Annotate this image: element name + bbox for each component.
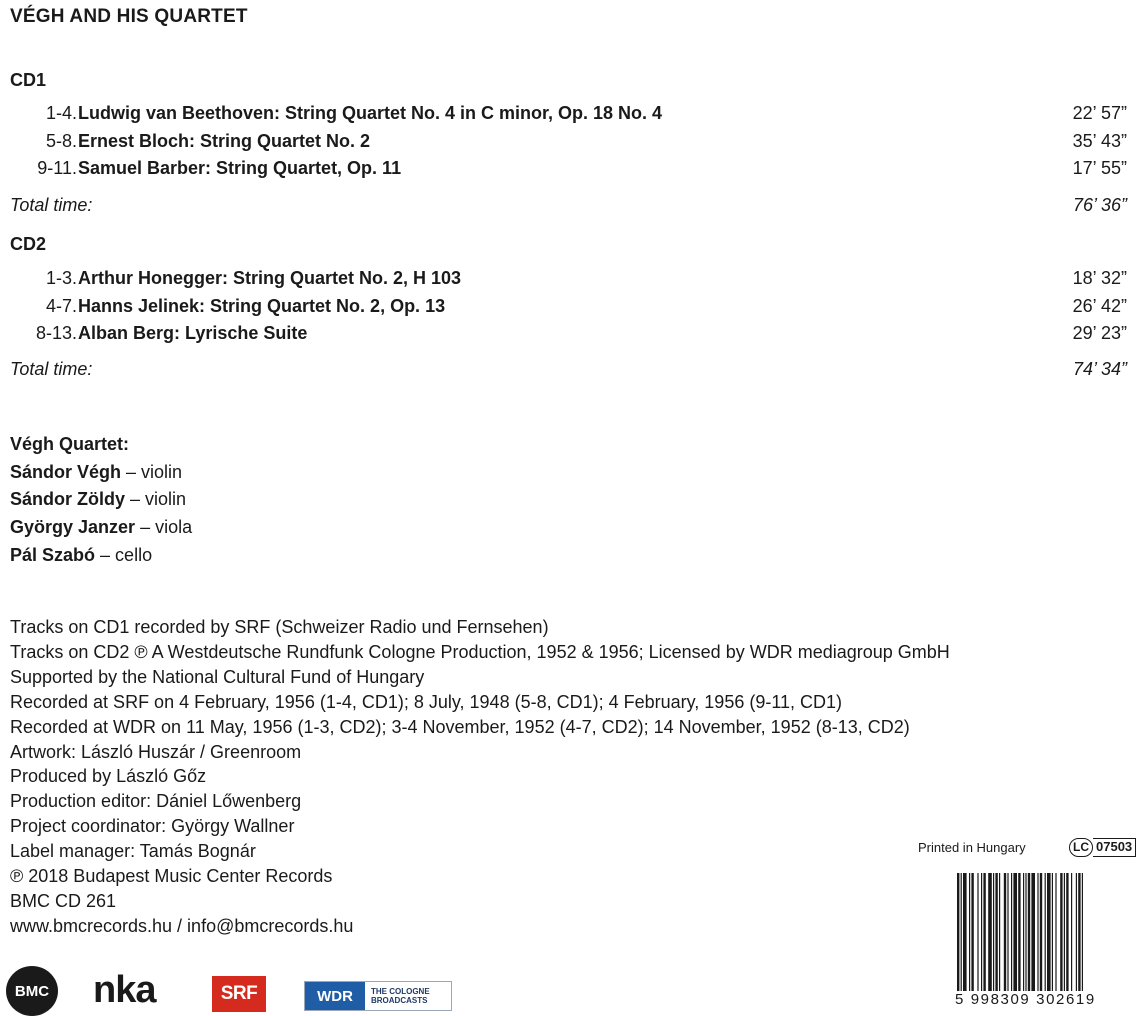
track-row (0, 103, 1139, 127)
track-row (0, 296, 1139, 320)
credit-line: Project coordinator: György Wallner (10, 816, 295, 837)
performer-role: – cello (100, 544, 153, 565)
track-work: Ernest Bloch: String Quartet No. 2 (78, 131, 371, 151)
credit-line: Tracks on CD2 ℗ A Westdeutsche Rundfunk Cologne Production, 1952 & 1956; Licensed by WDR mediagroup GmbH (10, 641, 950, 662)
track-duration: 18’ 32” (1072, 268, 1127, 288)
performer-name: Pál Szabó (10, 544, 96, 565)
wdr-tagline-line: BROADCASTS (371, 996, 428, 1005)
wdr-mark: WDR (305, 982, 365, 1010)
barcode-bar (971, 873, 973, 991)
credit-line: Supported by the National Cultural Fund of Hungary (10, 666, 425, 687)
printed-in-label: Printed in Hungary (918, 840, 1026, 855)
barcode-bar (1011, 873, 1012, 991)
barcode-bar (983, 873, 985, 991)
barcode-bar (981, 873, 982, 991)
ensemble-name: Végh Quartet: (10, 434, 130, 454)
barcode-bar (1040, 873, 1042, 991)
performer-role: – viola (140, 517, 193, 538)
cd1-total-row (0, 195, 1139, 219)
track-work: Samuel Barber: String Quartet, Op. 11 (78, 158, 402, 178)
credit-line: Produced by László Gőz (10, 766, 207, 787)
nka-logo: nka (93, 969, 156, 1011)
performers-list (10, 431, 192, 570)
barcode-bar (1045, 873, 1046, 991)
barcode-bar (969, 873, 970, 991)
performer-line (10, 486, 192, 514)
srf-logo: SRF (212, 976, 266, 1012)
credit-line: Production editor: Dániel Lőwenberg (10, 791, 302, 812)
performer-line (10, 459, 192, 487)
wdr-tagline (365, 987, 430, 1005)
barcode-image (955, 873, 1133, 991)
barcode-bar (961, 873, 962, 991)
bmc-logo: BMC (6, 966, 58, 1016)
performer-line (10, 514, 192, 542)
track-work: Ludwig van Beethoven: String Quartet No. 4 in C minor, Op. 18 No. 4 (78, 103, 663, 123)
barcode-bar (1082, 873, 1083, 991)
total-label: Total time: (10, 359, 93, 379)
performer-name: Sándor Végh (10, 461, 122, 482)
barcode-bar (1076, 873, 1077, 991)
track-duration: 17’ 55” (1072, 158, 1127, 178)
cd2-total-row (0, 359, 1139, 383)
total-value: 74’ 34” (1072, 359, 1127, 379)
performer-role: – violin (130, 489, 187, 510)
credit-line: ℗ 2018 Budapest Music Center Records (10, 866, 333, 887)
track-number: 4-7. (45, 296, 77, 316)
track-row (0, 131, 1139, 155)
total-label: Total time: (10, 195, 93, 215)
credit-line: BMC CD 261 (10, 890, 117, 911)
barcode-bar (1052, 873, 1053, 991)
barcode-bar (1031, 873, 1035, 991)
performer-line (10, 542, 192, 570)
barcode-bar (1018, 873, 1020, 991)
barcode-bar (1007, 873, 1008, 991)
barcode-bar (1047, 873, 1051, 991)
performer-name: Sándor Zöldy (10, 489, 126, 510)
barcode-bar (995, 873, 997, 991)
track-row (0, 268, 1139, 292)
performer-name: György Janzer (10, 517, 136, 538)
track-duration: 22’ 57” (1072, 103, 1127, 123)
credit-line: Recorded at WDR on 11 May, 1956 (1-3, CD2); 3-4 November, 1952 (4-7, CD2); 14 November, 1952 (8-13, CD2) (10, 716, 910, 737)
barcode-bar (1060, 873, 1062, 991)
barcode-bar (1004, 873, 1006, 991)
label-code-number: 07503 (1093, 838, 1136, 857)
credit-line: www.bmcrecords.hu / info@bmcrecords.hu (10, 915, 354, 936)
barcode-bar (1028, 873, 1030, 991)
credit-line: Label manager: Tamás Bognár (10, 841, 256, 862)
barcode-bar (1055, 873, 1056, 991)
barcode-bar (1013, 873, 1017, 991)
track-number: 9-11. (37, 158, 77, 178)
track-number: 5-8. (45, 131, 77, 151)
barcode-bar (993, 873, 994, 991)
total-value: 76’ 36” (1072, 195, 1127, 215)
credit-line: Artwork: László Huszár / Greenroom (10, 741, 302, 762)
track-number: 8-13. (35, 323, 77, 343)
track-number: 1-3. (45, 268, 77, 288)
barcode-bar (999, 873, 1000, 991)
performer-role: – violin (126, 461, 183, 482)
barcode-digits: 5 998309 302619 (955, 991, 1096, 1008)
cd1-heading: CD1 (10, 70, 47, 90)
track-work: Arthur Honegger: String Quartet No. 2, H 103 (78, 268, 462, 288)
track-duration: 26’ 42” (1072, 296, 1127, 316)
barcode-bar (1071, 873, 1072, 991)
barcode-bar (977, 873, 978, 991)
track-row (0, 158, 1139, 182)
track-work: Hanns Jelinek: String Quartet No. 2, Op. 13 (78, 296, 446, 316)
barcode-bar (1037, 873, 1038, 991)
credit-line: Tracks on CD1 recorded by SRF (Schweizer Radio und Fernsehen) (10, 617, 549, 637)
label-code-prefix: LC (1069, 838, 1093, 857)
credits-block (10, 615, 950, 939)
track-work: Alban Berg: Lyrische Suite (78, 323, 308, 343)
track-number: 1-4. (45, 103, 77, 123)
barcode-bar (1023, 873, 1024, 991)
cd2-heading: CD2 (10, 234, 47, 254)
barcode-bar (963, 873, 967, 991)
credit-line: Recorded at SRF on 4 February, 1956 (1-4, CD1); 8 July, 1948 (5-8, CD1); 4 February, 1956 (9-11, CD1) (10, 691, 843, 712)
barcode-bar (1064, 873, 1065, 991)
barcode-bar (957, 873, 959, 991)
barcode-bar (1025, 873, 1026, 991)
barcode-bar (1078, 873, 1080, 991)
track-duration: 29’ 23” (1072, 323, 1127, 343)
barcode-bar (1066, 873, 1068, 991)
barcode-bar (988, 873, 992, 991)
track-row (0, 323, 1139, 347)
wdr-logo (304, 981, 452, 1011)
track-duration: 35’ 43” (1072, 131, 1127, 151)
label-code-badge (1069, 837, 1136, 858)
wdr-tagline-line: THE COLOGNE (371, 987, 430, 996)
album-title: VÉGH AND HIS QUARTET (10, 6, 248, 27)
